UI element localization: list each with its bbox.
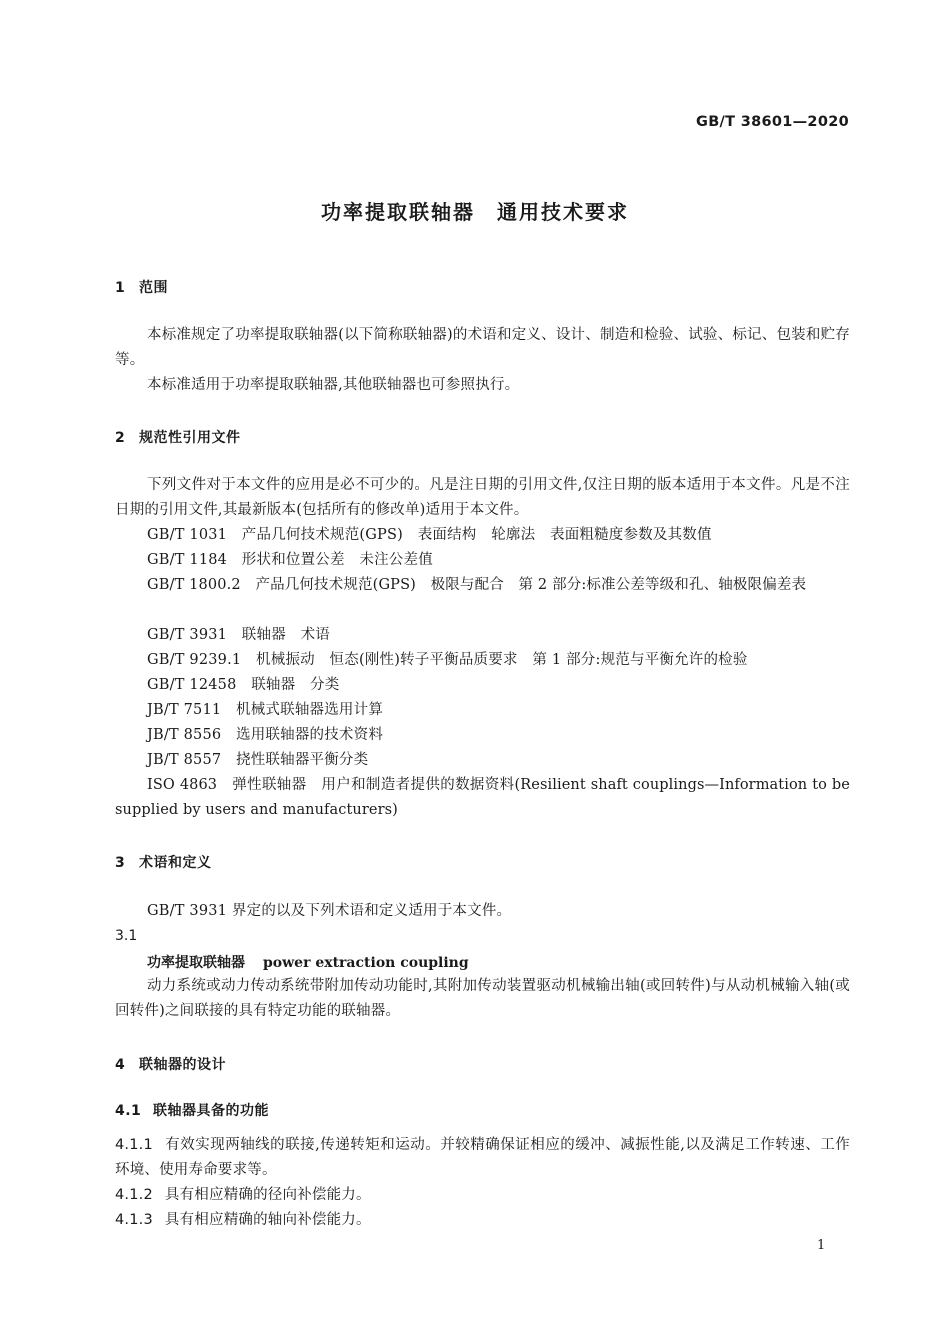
reference-item: ISO 4863 弹性联轴器 用户和制造者提供的数据资料(Resilient shaft couplings—Information to be supplied by users and manufacturers) bbox=[115, 777, 850, 818]
term-english: power extraction coupling bbox=[263, 955, 469, 971]
term-definition: 动力系统或动力传动系统带附加传动功能时,其附加传动装置驱动机械输出轴(或回转件)与从动机械输入轴(或回转件)之间联接的具有特定功能的联轴器。 bbox=[115, 978, 850, 1019]
section-heading-1 bbox=[115, 277, 168, 297]
section-title: 术语和定义 bbox=[139, 855, 212, 871]
reference-item: GB/T 3931 联轴器 术语 bbox=[147, 627, 331, 643]
reference-item: JB/T 8557 挠性联轴器平衡分类 bbox=[147, 752, 369, 768]
term-entry bbox=[147, 952, 469, 972]
section-number: 4 bbox=[115, 1057, 126, 1073]
section-title: 规范性引用文件 bbox=[139, 430, 241, 446]
section-heading-2 bbox=[115, 427, 241, 447]
reference-item: JB/T 7511 机械式联轴器选用计算 bbox=[147, 702, 384, 718]
document-title: 功率提取联轴器 通用技术要求 bbox=[321, 200, 629, 224]
clause-number: 4.1.3 bbox=[115, 1212, 153, 1228]
reference-item: GB/T 12458 联轴器 分类 bbox=[147, 677, 340, 693]
reference-item: GB/T 9239.1 机械振动 恒态(刚性)转子平衡品质要求 第 1 部分:规范与平衡允许的检验 bbox=[147, 652, 748, 668]
clause-text: 具有相应精确的径向补偿能力。 bbox=[164, 1187, 371, 1203]
clause-text: 有效实现两轴线的联接,传递转矩和运动。并较精确保证相应的缓冲、减振性能,以及满足工作转速、工作环境、使用寿命要求等。 bbox=[115, 1137, 850, 1178]
scope-paragraph-2: 本标准适用于功率提取联轴器,其他联轴器也可参照执行。 bbox=[147, 377, 520, 393]
subsection-heading-4-1 bbox=[115, 1100, 269, 1120]
section-number: 2 bbox=[115, 430, 126, 446]
clause-4-1-2 bbox=[115, 1183, 850, 1208]
clause-text: 具有相应精确的轴向补偿能力。 bbox=[164, 1212, 371, 1228]
page-number: 1 bbox=[817, 1238, 826, 1253]
clause-number: 4.1.2 bbox=[115, 1187, 153, 1203]
section-number: 1 bbox=[115, 280, 126, 296]
subsection-title: 联轴器具备的功能 bbox=[153, 1103, 269, 1119]
section-heading-4 bbox=[115, 1054, 226, 1074]
term-number: 3.1 bbox=[115, 928, 138, 944]
reference-item: GB/T 1800.2 产品几何技术规范(GPS) 极限与配合 第 2 部分:标准公差等级和孔、轴极限偏差表 bbox=[147, 577, 807, 593]
section-number: 3 bbox=[115, 855, 126, 871]
clause-4-1-3 bbox=[115, 1208, 850, 1233]
section-heading-3 bbox=[115, 852, 212, 872]
clause-4-1-1 bbox=[115, 1133, 850, 1183]
reference-item: GB/T 1184 形状和位置公差 未注公差值 bbox=[147, 552, 433, 568]
clause-number: 4.1.1 bbox=[115, 1137, 153, 1153]
term-chinese: 功率提取联轴器 bbox=[147, 955, 245, 971]
section-title: 范围 bbox=[139, 280, 168, 296]
section-title: 联轴器的设计 bbox=[139, 1057, 226, 1073]
reference-item: GB/T 1031 产品几何技术规范(GPS) 表面结构 轮廓法 表面粗糙度参数及其数值 bbox=[147, 527, 712, 543]
normative-intro: 下列文件对于本文件的应用是必不可少的。凡是注日期的引用文件,仅注日期的版本适用于本文件。凡是不注日期的引用文件,其最新版本(包括所有的修改单)适用于本文件。 bbox=[115, 477, 850, 518]
subsection-number: 4.1 bbox=[115, 1103, 142, 1119]
standard-code: GB/T 38601—2020 bbox=[696, 114, 849, 130]
terms-intro: GB/T 3931 界定的以及下列术语和定义适用于本文件。 bbox=[147, 903, 512, 919]
reference-item: JB/T 8556 选用联轴器的技术资料 bbox=[147, 727, 384, 743]
scope-paragraph-1: 本标准规定了功率提取联轴器(以下简称联轴器)的术语和定义、设计、制造和检验、试验、标记、包装和贮存等。 bbox=[115, 327, 850, 368]
